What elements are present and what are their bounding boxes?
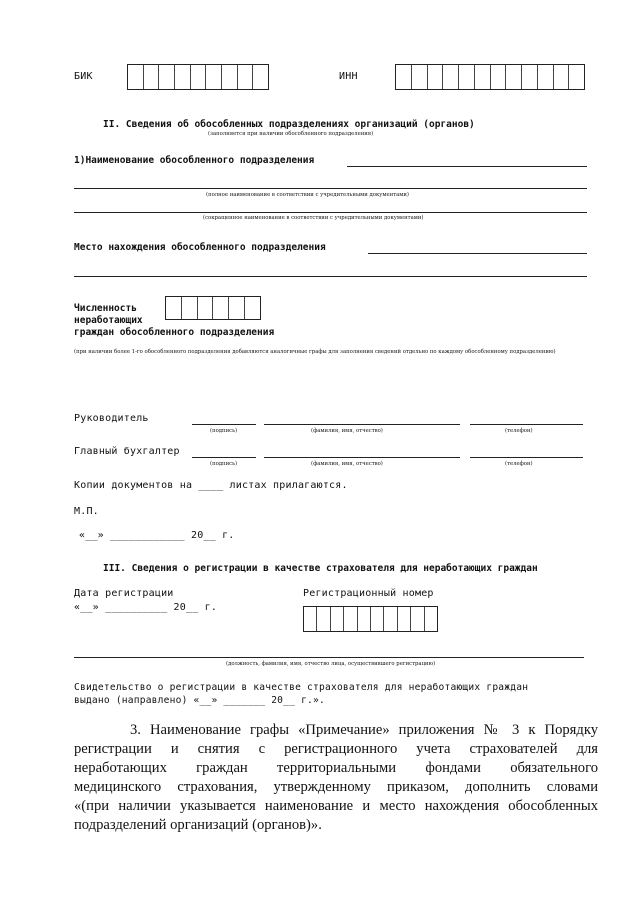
reg-date-value: «__» __________ 20__ г. [74,602,218,613]
inn-field[interactable] [395,64,585,90]
full-name-caption: (полное наименование в соответствии с учредительными документами) [206,192,409,198]
accountant-phone-caption: (телефон) [505,461,533,467]
section3-title: III. Сведения о регистрации в качестве страхователя для неработающих граждан [103,563,538,574]
short-name-caption: (сокращенное наименование в соответствии с учредительными документами) [203,215,424,221]
director-signature-caption: (подпись) [210,428,238,434]
director-name-line[interactable] [264,424,460,425]
accountant-signature-line[interactable] [192,457,256,458]
accountant-signature-caption: (подпись) [210,461,238,467]
director-phone-line[interactable] [470,424,583,425]
bik-label: БИК [74,71,93,82]
count-label-3: граждан обособленного подразделения [74,327,275,338]
location-line[interactable] [368,253,587,254]
amendment-line-3: неработающих граждан территориальными фондами обязательного [74,760,598,776]
bik-field[interactable] [127,64,269,90]
copies-text: Копии документов на ____ листах прилагаются. [74,480,348,491]
amendment-line-1: 3. Наименование графы «Примечание» приложения № 3 к Порядку [130,722,598,738]
director-label: Руководитель [74,413,149,424]
accountant-label: Главный бухгалтер [74,446,180,457]
amendment-line-6: подразделений организаций (органов)». [74,817,322,833]
reg-number-label: Регистрационный номер [303,588,434,599]
accountant-name-caption: (фамилия, имя, отчество) [311,461,383,467]
full-name-line[interactable] [74,188,587,189]
count-label-2: неработающих [74,315,143,326]
amendment-line-5: «(при наличии указывается наименование и место нахождения обособленных [74,798,598,814]
section2-title: II. Сведения об обособленных подразделениях организаций (органов) [103,119,475,130]
certificate-line-1: Свидетельство о регистрации в качестве страхователя для неработающих граждан [74,682,529,693]
accountant-name-line[interactable] [264,457,460,458]
subdivision-name-line[interactable] [347,166,587,167]
director-name-caption: (фамилия, имя, отчество) [311,428,383,434]
location-line-2[interactable] [74,276,587,277]
reg-number-field[interactable] [303,606,438,632]
count-field[interactable] [165,296,261,320]
location-label: Место нахождения обособленного подразделения [74,242,326,253]
certificate-line-2: выдано (направлено) «__» _______ 20__ г.». [74,695,325,706]
inn-label: ИНН [339,71,358,82]
reg-date-label: Дата регистрации [74,588,174,599]
multi-subdivision-note: (при наличии более 1-го обособленного подразделения добавляются аналогичные графы для заполнения сведений отдельно по каждому обособленному подразделению) [74,349,556,355]
stamp-label: М.П. [74,506,99,517]
count-label-1: Численность [74,303,137,314]
official-line[interactable] [74,657,584,658]
subdivision-name-label: 1)Наименование обособленного подразделения [74,155,315,166]
official-caption: (должность, фамилия, имя, отчество лица, осуществившего регистрацию) [226,661,436,667]
amendment-line-4: медицинского страхования, утвержденному приказом, дополнить словами [74,779,598,795]
sign-date-line: «__» ____________ 20__ г. [79,530,235,541]
director-signature-line[interactable] [192,424,256,425]
director-phone-caption: (телефон) [505,428,533,434]
amendment-line-2: регистрации и снятия с регистрационного учета страхователей для [74,741,598,757]
short-name-line[interactable] [74,212,587,213]
accountant-phone-line[interactable] [470,457,583,458]
section2-note: (заполняется при наличии обособленного подразделения) [208,131,374,137]
